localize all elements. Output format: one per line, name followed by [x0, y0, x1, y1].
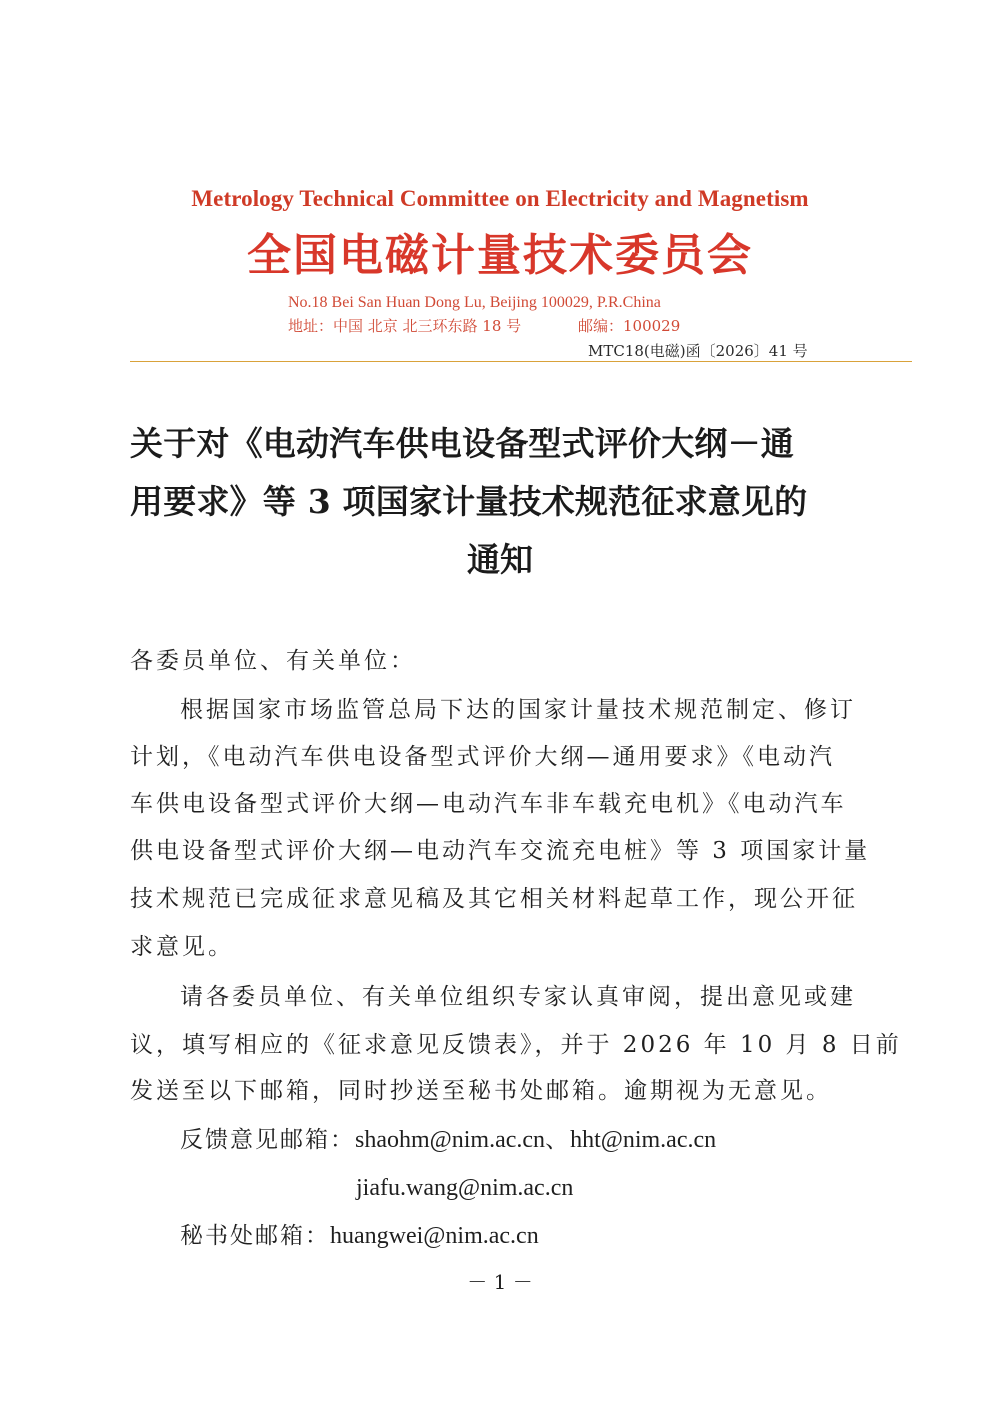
- paragraph1-line: 求意见。: [130, 934, 234, 960]
- letterhead-divider: [130, 361, 912, 362]
- feedback-email-link[interactable]: hht@nim.ac.cn: [570, 1127, 717, 1153]
- document-title-line-2: 用要求》等 3 项国家计量技术规范征求意见的: [130, 482, 808, 521]
- paragraph2-line: 请各委员单位、有关单位组织专家认真审阅，提出意见或建: [180, 984, 856, 1010]
- feedback-email-label: 反馈意见邮箱：: [180, 1127, 355, 1153]
- letterhead-postcode: 邮编：100029: [578, 317, 681, 335]
- paragraph1-line: 供电设备型式评价大纲—电动汽车交流充电桩》等 3 项国家计量: [130, 838, 871, 864]
- document-title-line-1: 关于对《电动汽车供电设备型式评价大纲－通: [130, 424, 794, 463]
- feedback-email-link[interactable]: jiafu.wang@nim.ac.cn: [356, 1175, 574, 1201]
- paragraph1-line: 车供电设备型式评价大纲—电动汽车非车载充电机》《电动汽车: [130, 791, 847, 817]
- paragraph2-line: 议，填写相应的《征求意见反馈表》，并于 2026 年 10 月 8 日前: [130, 1032, 902, 1058]
- feedback-email-row: [180, 1125, 716, 1155]
- paragraph1-line: 计划，《电动汽车供电设备型式评价大纲—通用要求》《电动汽: [130, 744, 835, 770]
- secretariat-email-row: [180, 1221, 539, 1251]
- paragraph1-line: 技术规范已完成征求意见稿及其它相关材料起草工作，现公开征: [130, 886, 858, 912]
- document-number: MTC18(电磁)函〔2026〕41 号: [588, 342, 808, 360]
- salutation: 各委员单位、有关单位：: [130, 648, 416, 674]
- letterhead-address-en: No.18 Bei San Huan Dong Lu, Beijing 100029, P.R.China: [288, 294, 661, 311]
- letterhead-org-name-cn: 全国电磁计量技术委员会: [247, 230, 753, 281]
- document-title-line-3: 通知: [467, 540, 533, 579]
- paragraph1-line: 根据国家市场监管总局下达的国家计量技术规范制定、修订: [180, 697, 856, 723]
- letterhead-address-cn: 地址：中国 北京 北三环东路 18 号: [288, 317, 522, 335]
- feedback-email-row-2: [356, 1173, 573, 1203]
- page-number: － 1 －: [467, 1270, 533, 1294]
- feedback-email-link[interactable]: shaohm@nim.ac.cn: [355, 1127, 546, 1153]
- feedback-email-separator: 、: [545, 1127, 571, 1153]
- paragraph2-line: 发送至以下邮箱，同时抄送至秘书处邮箱。逾期视为无意见。: [130, 1078, 832, 1104]
- secretariat-email-link[interactable]: huangwei@nim.ac.cn: [330, 1223, 539, 1249]
- secretariat-email-label: 秘书处邮箱：: [180, 1223, 330, 1249]
- letterhead-org-name-en: Metrology Technical Committee on Electricity and Magnetism: [191, 186, 809, 211]
